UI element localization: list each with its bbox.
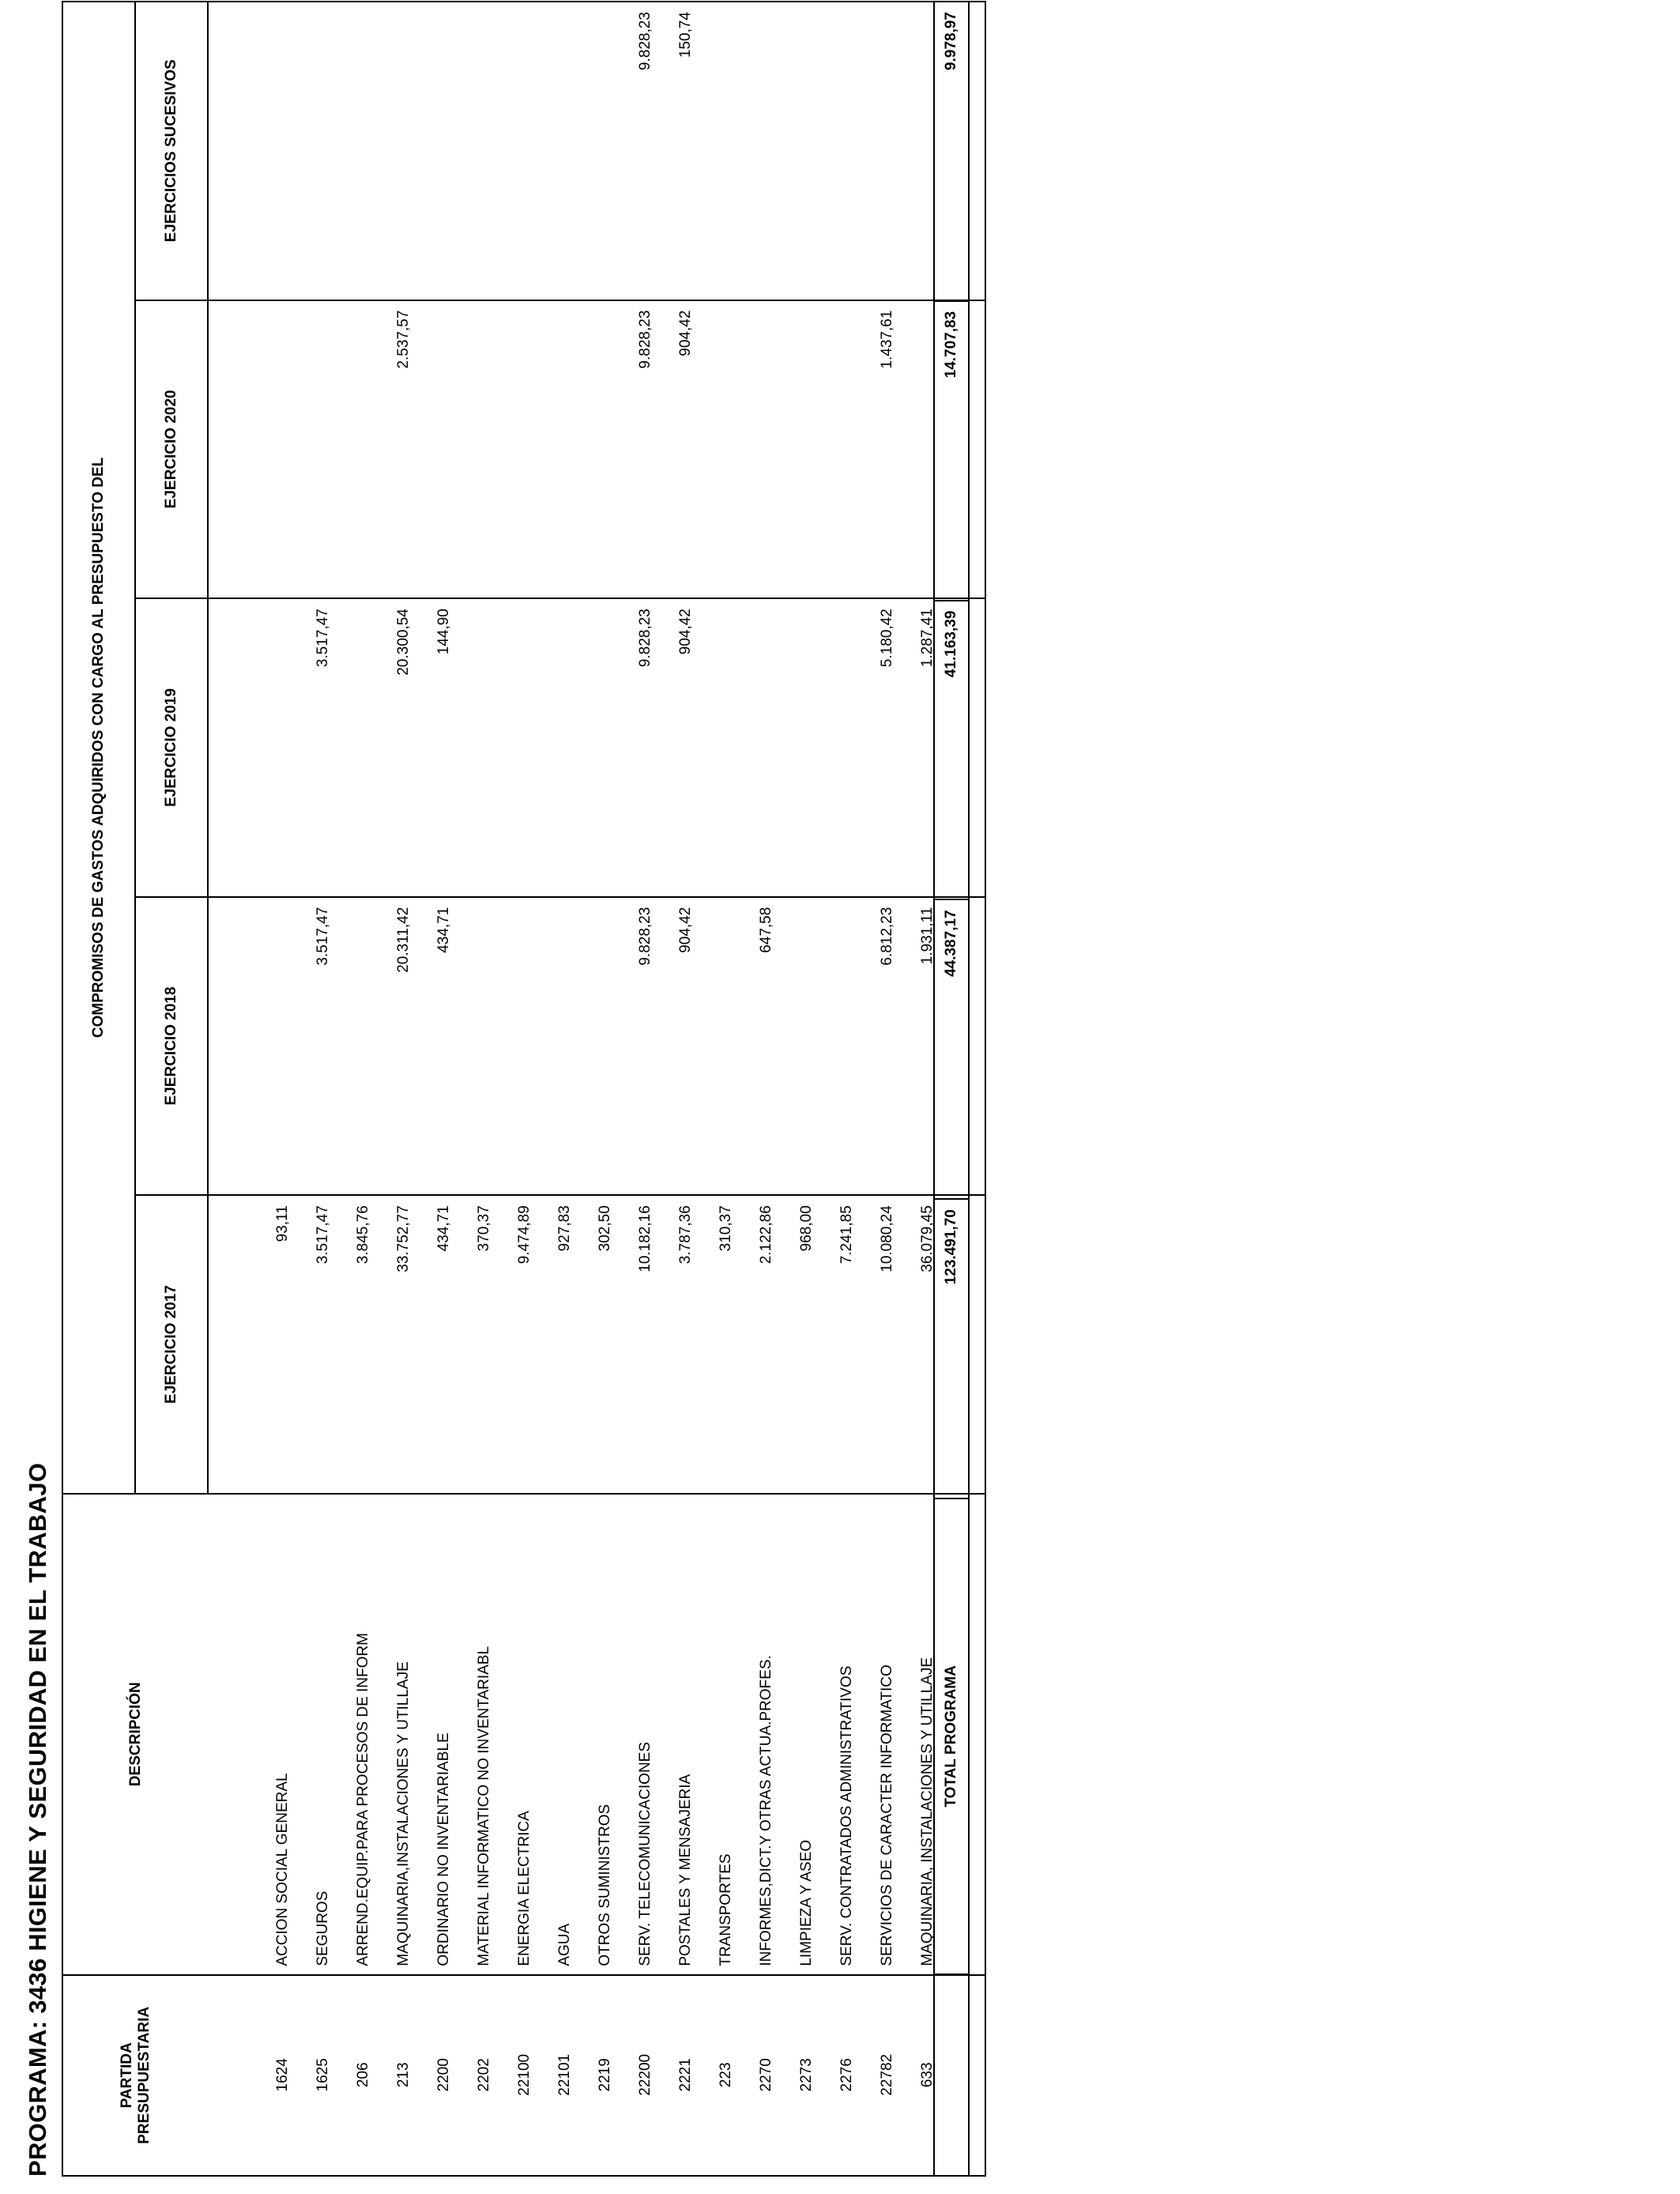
row-value-2017: 36.079,45 <box>907 1195 947 1494</box>
table-row <box>665 2 706 2176</box>
row-description: INFORMES,DICT.Y OTRAS ACTUA.PROFES. <box>746 1494 786 1975</box>
total-row <box>934 2 969 2176</box>
row-value-2018 <box>262 897 303 1196</box>
row-value-2017: 968,00 <box>786 1195 827 1494</box>
row-value-2020 <box>746 300 786 599</box>
row-value-2018 <box>544 897 585 1196</box>
row-value-sucesivos <box>867 2 907 300</box>
total-sucesivos: 9.978,97 <box>934 2 969 301</box>
table-row <box>464 2 504 2176</box>
table-row <box>746 2 786 2176</box>
header-descripcion: DESCRIPCIÓN <box>62 1494 208 1975</box>
row-value-2019: 1.287,41 <box>907 598 947 897</box>
row-value-2017: 302,50 <box>585 1195 625 1494</box>
row-value-sucesivos <box>343 2 383 300</box>
row-value-2020 <box>424 300 464 599</box>
row-value-2018 <box>827 897 867 1196</box>
row-value-2018 <box>343 897 383 1196</box>
row-value-2018 <box>706 897 746 1196</box>
row-value-2019 <box>464 598 504 897</box>
row-code: 213 <box>383 1975 424 2176</box>
table-row <box>343 2 383 2176</box>
row-value-2019: 5.180,42 <box>867 598 907 897</box>
row-code: 206 <box>343 1975 383 2176</box>
row-description: POSTALES Y MENSAJERIA <box>665 1494 706 1975</box>
table-row <box>585 2 625 2176</box>
row-value-2019 <box>706 598 746 897</box>
row-value-sucesivos <box>262 2 303 300</box>
row-description: SERV. CONTRATADOS ADMINISTRATIVOS <box>827 1494 867 1975</box>
row-value-2019: 20.300,54 <box>383 598 424 897</box>
row-value-2020 <box>786 300 827 599</box>
row-value-sucesivos <box>383 2 424 300</box>
row-value-2017: 927,83 <box>544 1195 585 1494</box>
row-value-sucesivos <box>827 2 867 300</box>
row-value-2017: 3.787,36 <box>665 1195 706 1494</box>
row-value-2017: 3.845,76 <box>343 1195 383 1494</box>
row-description: ORDINARIO NO INVENTARIABLE <box>424 1494 464 1975</box>
table-row <box>504 2 544 2176</box>
page-title: PROGRAMA: 3436 HIGIENE Y SEGURIDAD EN EL TRABAJO <box>24 1462 51 2177</box>
row-value-2020 <box>585 300 625 599</box>
total-table <box>933 1 970 2177</box>
row-value-2019: 904,42 <box>665 598 706 897</box>
total-2017: 123.491,70 <box>934 1199 969 1498</box>
header-year-2018: EJERCICIO 2018 <box>135 897 208 1196</box>
row-value-2019 <box>544 598 585 897</box>
row-code: 2221 <box>665 1975 706 2176</box>
total-code-cell <box>934 1974 969 2176</box>
spacer-row <box>208 2 262 2176</box>
row-value-sucesivos: 9.828,23 <box>625 2 665 300</box>
row-value-2020 <box>544 300 585 599</box>
row-value-2019 <box>262 598 303 897</box>
total-label: TOTAL PROGRAMA <box>934 1498 969 1974</box>
row-value-2018: 3.517,47 <box>303 897 343 1196</box>
row-code: 633 <box>907 1975 947 2176</box>
row-value-2018 <box>585 897 625 1196</box>
row-value-2020: 9.828,23 <box>625 300 665 599</box>
row-code: 2202 <box>464 1975 504 2176</box>
row-value-2018 <box>464 897 504 1196</box>
row-value-2017: 33.752,77 <box>383 1195 424 1494</box>
row-code: 2219 <box>585 1975 625 2176</box>
row-value-2018 <box>504 897 544 1196</box>
row-value-2018: 6.812,23 <box>867 897 907 1196</box>
row-value-2017: 93,11 <box>262 1195 303 1494</box>
row-value-2020 <box>504 300 544 599</box>
row-value-sucesivos <box>706 2 746 300</box>
row-description: SERVICIOS DE CARACTER INFORMATICO <box>867 1494 907 1975</box>
row-value-sucesivos <box>746 2 786 300</box>
header-partida: PARTIDA PRESUPUESTARIA <box>62 1975 208 2176</box>
table-row <box>867 2 907 2176</box>
row-code: 22101 <box>544 1975 585 2176</box>
table-row <box>786 2 827 2176</box>
table-row <box>262 2 303 2176</box>
row-value-2019 <box>786 598 827 897</box>
row-value-sucesivos <box>786 2 827 300</box>
row-description: TRANSPORTES <box>706 1494 746 1975</box>
row-code: 1624 <box>262 1975 303 2176</box>
row-value-2017: 7.241,85 <box>827 1195 867 1494</box>
row-description: LIMPIEZA Y ASEO <box>786 1494 827 1975</box>
row-value-2020: 904,42 <box>665 300 706 599</box>
row-value-2017: 2.122,86 <box>746 1195 786 1494</box>
row-value-2018: 1.931,11 <box>907 897 947 1196</box>
row-value-sucesivos <box>504 2 544 300</box>
header-group: COMPROMISOS DE GASTOS ADQUIRIDOS CON CARGO AL PRESUPUESTO DEL <box>62 2 135 1494</box>
row-code: 1625 <box>303 1975 343 2176</box>
row-value-2019: 3.517,47 <box>303 598 343 897</box>
row-value-2018: 20.311,42 <box>383 897 424 1196</box>
table-row <box>706 2 746 2176</box>
row-description: MAQUINARIA,INSTALACIONES Y UTILLAJE <box>383 1494 424 1975</box>
table-row <box>544 2 585 2176</box>
row-code: 2200 <box>424 1975 464 2176</box>
row-value-2019: 144,90 <box>424 598 464 897</box>
row-value-sucesivos <box>585 2 625 300</box>
row-value-sucesivos <box>544 2 585 300</box>
total-2019: 41.163,39 <box>934 601 969 900</box>
row-value-2018: 434,71 <box>424 897 464 1196</box>
table-row <box>424 2 464 2176</box>
row-value-2020 <box>464 300 504 599</box>
row-code: 22100 <box>504 1975 544 2176</box>
row-value-2017: 310,37 <box>706 1195 746 1494</box>
row-value-2019: 9.828,23 <box>625 598 665 897</box>
row-code: 22200 <box>625 1975 665 2176</box>
row-description: SEGUROS <box>303 1494 343 1975</box>
row-value-2019 <box>504 598 544 897</box>
table-row <box>625 2 665 2176</box>
table-row <box>383 2 424 2176</box>
row-value-2020 <box>343 300 383 599</box>
row-description: ENERGIA ELECTRICA <box>504 1494 544 1975</box>
table-row <box>827 2 867 2176</box>
row-value-2017: 370,37 <box>464 1195 504 1494</box>
row-description: ARREND.EQUIP.PARA PROCESOS DE INFORM <box>343 1494 383 1975</box>
row-value-2020: 1.437,61 <box>867 300 907 599</box>
header-year-2017: EJERCICIO 2017 <box>135 1195 208 1494</box>
row-value-2017: 10.080,24 <box>867 1195 907 1494</box>
row-value-sucesivos: 150,74 <box>665 2 706 300</box>
row-value-2018: 9.828,23 <box>625 897 665 1196</box>
budget-table <box>62 1 986 2177</box>
row-description: MAQUINARIA, INSTALACIONES Y UTILLAJE <box>907 1494 947 1975</box>
header-year-2020: EJERCICIO 2020 <box>135 300 208 599</box>
row-value-2018 <box>786 897 827 1196</box>
row-value-2017: 3.517,47 <box>303 1195 343 1494</box>
row-description: OTROS SUMINISTROS <box>585 1494 625 1975</box>
row-description: MATERIAL INFORMATICO NO INVENTARIABL <box>464 1494 504 1975</box>
table-row <box>303 2 343 2176</box>
header-year-sucesivos: EJERCICIOS SUCESIVOS <box>135 2 208 300</box>
row-value-2017: 434,71 <box>424 1195 464 1494</box>
row-value-2017: 10.182,16 <box>625 1195 665 1494</box>
row-value-sucesivos <box>424 2 464 300</box>
row-code: 2276 <box>827 1975 867 2176</box>
row-value-2020: 2.537,57 <box>383 300 424 599</box>
row-value-2018: 647,58 <box>746 897 786 1196</box>
row-code: 2273 <box>786 1975 827 2176</box>
row-value-sucesivos <box>303 2 343 300</box>
row-value-2019 <box>585 598 625 897</box>
row-code: 2270 <box>746 1975 786 2176</box>
row-value-2019 <box>343 598 383 897</box>
row-value-2018: 904,42 <box>665 897 706 1196</box>
row-description: ACCION SOCIAL GENERAL <box>262 1494 303 1975</box>
row-description: AGUA <box>544 1494 585 1975</box>
row-value-2017: 9.474,89 <box>504 1195 544 1494</box>
row-value-2020 <box>262 300 303 599</box>
row-value-2020 <box>706 300 746 599</box>
row-code: 22782 <box>867 1975 907 2176</box>
row-code: 223 <box>706 1975 746 2176</box>
total-2018: 44.387,17 <box>934 899 969 1199</box>
row-value-2020 <box>303 300 343 599</box>
header-year-2019: EJERCICIO 2019 <box>135 598 208 897</box>
row-description: SERV. TELECOMUNICACIONES <box>625 1494 665 1975</box>
row-value-2019 <box>827 598 867 897</box>
row-value-2019 <box>746 598 786 897</box>
row-value-sucesivos <box>464 2 504 300</box>
total-2020: 14.707,83 <box>934 301 969 601</box>
row-value-2020 <box>827 300 867 599</box>
